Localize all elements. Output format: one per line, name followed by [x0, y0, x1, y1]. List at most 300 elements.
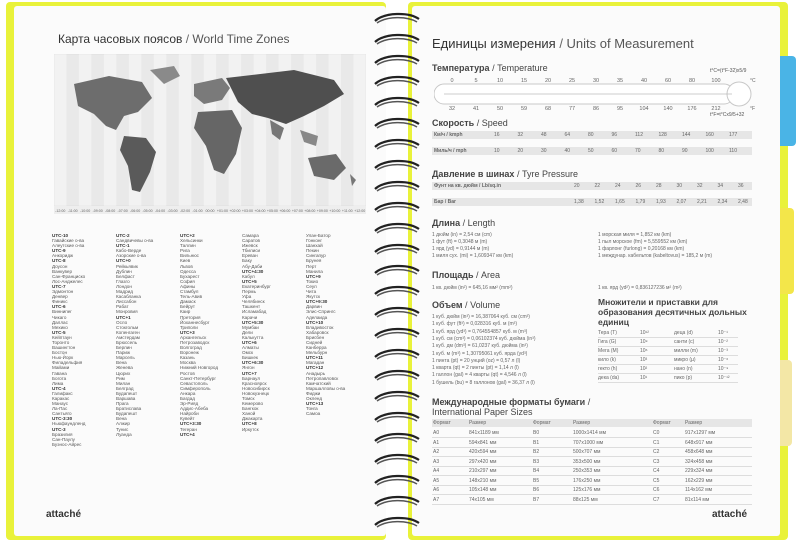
- zone-city: Тегеран: [180, 426, 197, 432]
- spiral-ring: [371, 222, 423, 236]
- spiral-ring: [371, 516, 423, 530]
- title-ru: Единицы измерения: [432, 36, 556, 51]
- paper-cell: 162x229 мм: [685, 477, 713, 484]
- title-en: Units of Measurement: [566, 36, 694, 51]
- row-value: 70: [635, 148, 641, 154]
- zone-city: Марсель: [116, 355, 135, 361]
- zone-stripe: [91, 54, 103, 206]
- prefix-row-line: [598, 346, 738, 347]
- zone-offset: UTC-8: [52, 258, 66, 264]
- tick-label: +09:00: [316, 209, 328, 213]
- celsius-label: 35: [616, 78, 624, 84]
- zone-city: Даллас: [52, 319, 68, 325]
- zone-city: Исламабад: [242, 309, 267, 315]
- paper-cell: C0: [653, 430, 660, 436]
- right-page-title: Единицы измерения / Units of Measurement: [432, 36, 694, 51]
- zone-stripe: [54, 54, 66, 206]
- spiral-ring: [371, 75, 423, 89]
- paper-cell: 648x917 мм: [685, 439, 713, 446]
- prefix-cell: Мега (M): [598, 348, 619, 354]
- spiral-ring: [371, 96, 423, 110]
- tick-label: -04:00: [154, 209, 166, 213]
- zone-offset: UTC-1: [116, 243, 130, 249]
- spiral-ring: [371, 495, 423, 509]
- zone-offset: UTC+9:30: [306, 299, 328, 305]
- row-value: 24: [615, 183, 621, 189]
- prefix-cell: дека (da): [598, 375, 620, 381]
- volume-line: 1 куб. ярд (yd³) = 0,764554857 куб. м (m³): [432, 328, 528, 335]
- zone-city: Санкт-Петербург: [180, 375, 217, 381]
- paper-row-line: [432, 456, 752, 457]
- row-value: 1,52: [594, 199, 605, 205]
- zone-city: Владивосток: [306, 324, 334, 330]
- fahrenheit-label: 212: [711, 106, 721, 112]
- zone-city: Анадырь: [306, 370, 326, 376]
- fahrenheit-label: 59: [520, 106, 528, 112]
- zone-city: Париж: [116, 350, 131, 356]
- zone-city: Аделаида: [306, 314, 328, 320]
- zone-city: Самара: [242, 233, 259, 238]
- paper-cell: A2: [433, 449, 440, 455]
- zone-city: Брунея: [306, 258, 322, 264]
- length-line: 1 фут (ft) = 0,3048 м (m): [432, 239, 488, 245]
- spiral-ring: [371, 390, 423, 404]
- prefix-cell: микро (µ): [674, 357, 696, 363]
- spiral-ring: [371, 306, 423, 320]
- row-value: 64: [564, 132, 571, 138]
- left-page: [14, 6, 386, 536]
- celsius-label: 5: [474, 78, 478, 84]
- prefix-cell: пико (p): [674, 375, 693, 381]
- zone-offset: UTC+6: [242, 339, 257, 345]
- zone-city: Мехико: [52, 324, 68, 330]
- zone-city: Симферополь: [180, 385, 211, 391]
- fahrenheit-label: 86: [592, 106, 600, 112]
- zone-city: Янгон: [242, 365, 255, 371]
- zone-city: Нижний Новгород: [180, 365, 219, 371]
- paper-row-line: [432, 504, 752, 505]
- prefix-cell: гекто (h): [598, 366, 618, 372]
- prefix-row-line: [598, 337, 738, 338]
- zone-column: [242, 233, 271, 432]
- row-label: Миль/ч / mph: [434, 148, 467, 154]
- zone-city: Тель-Авив: [180, 294, 203, 300]
- tick-label: +02:00: [229, 209, 241, 213]
- spiral-ring: [371, 117, 423, 131]
- zone-city: София: [180, 278, 195, 284]
- zone-city: Алжир: [116, 421, 130, 427]
- paper-cell: 148x210 мм: [469, 477, 497, 484]
- row-value: 2,34: [717, 199, 728, 205]
- tick-label: -09:00: [92, 209, 103, 213]
- zone-city: Уфа: [242, 294, 252, 300]
- zone-city: Белград: [116, 385, 134, 391]
- row-value: 100: [705, 148, 714, 154]
- row-value: 2,07: [676, 199, 687, 205]
- paper-cell: C3: [653, 458, 660, 465]
- row-value: 1,93: [656, 199, 666, 205]
- prefixes-heading: Множители и приставки для образования десятичных дольных единиц: [598, 297, 747, 327]
- length-line: 1 междунар. кабельтов (kabeltovus) = 185,2 м (m): [598, 253, 713, 259]
- zone-city: Стокгольм: [116, 324, 139, 330]
- zone-offset: UTC-2: [116, 233, 130, 238]
- paper-cell: 1000x1414 мм: [573, 430, 607, 436]
- zone-city: Хельсинки: [180, 238, 203, 244]
- row-value: 128: [658, 132, 667, 138]
- zone-city: Канберра: [306, 345, 327, 351]
- area-left: 1 кв. дюйм (in²) = 645,16 мм² (mm²): [432, 285, 513, 291]
- zone-city: Омск: [242, 350, 254, 356]
- zone-offset: UTC+7: [242, 370, 257, 376]
- zone-city: Рейкьявик: [116, 263, 138, 269]
- zone-city: Сандвичевы о-ва: [116, 238, 154, 244]
- zone-offset: UTC+5: [242, 278, 257, 284]
- zone-stripe: [354, 54, 366, 206]
- spiral-ring: [371, 138, 423, 152]
- zone-city: Волгоград: [180, 345, 202, 351]
- zone-offset: UTC+3: [180, 329, 195, 335]
- zone-city: Чита: [306, 289, 317, 295]
- spiral-ring: [371, 264, 423, 278]
- paper-cell: 707x1000 мм: [573, 439, 604, 446]
- zone-city: Петрозаводск: [180, 339, 210, 345]
- title-en: World Time Zones: [192, 32, 290, 46]
- row-value: 48: [541, 132, 547, 138]
- celsius-label: 0: [450, 78, 454, 84]
- prefix-cell: 10⁻¹²: [718, 375, 730, 381]
- formula-top: t°C=(t°F-32)x5/9: [710, 68, 747, 74]
- zone-city: Киев: [180, 258, 191, 264]
- zone-city: Пекин: [306, 248, 319, 254]
- row-value: 20: [574, 183, 580, 189]
- row-value: 16: [494, 132, 500, 138]
- spiral-ring: [371, 159, 423, 173]
- paper-header-cell: Формат: [533, 420, 551, 426]
- zone-stripe: [66, 54, 78, 206]
- zone-city: Вена: [116, 360, 127, 366]
- zone-city: Сан-Франциско: [52, 273, 86, 279]
- zone-city: Сантьяго: [52, 411, 72, 417]
- tick-label: +06:00: [279, 209, 291, 213]
- prefix-cell: 10²: [640, 366, 648, 372]
- tick-label: -05:00: [142, 209, 153, 213]
- zone-column: [180, 233, 218, 437]
- row-value: 2,48: [738, 199, 748, 205]
- zone-city: Манила: [306, 268, 323, 274]
- paper-cell: 500x707 мм: [573, 449, 601, 455]
- spiral-ring: [371, 12, 423, 26]
- fahrenheit-label: 50: [496, 106, 504, 112]
- row-value: 30: [541, 148, 547, 154]
- volume-line: 1 куб. фут (ft³) = 0,028316 куб. м (m³): [432, 321, 517, 328]
- row-value: 10: [494, 148, 500, 154]
- zone-city: Монровия: [116, 309, 138, 315]
- zone-city: Женева: [116, 365, 133, 371]
- zone-stripe: [329, 54, 341, 206]
- zone-city: Кейптаун: [52, 334, 72, 340]
- paper-cell: 324x458 мм: [685, 458, 713, 465]
- fahrenheit-label: 41: [472, 106, 480, 112]
- tyre-heading: Давление в шинах / Tyre Pressure: [432, 169, 578, 179]
- zone-city: Берлин: [116, 345, 132, 351]
- zone-city: Казань: [180, 355, 195, 361]
- zone-column: [52, 233, 85, 447]
- row-label: Фунт на кв. дюйм / Lb/sq.in: [434, 183, 501, 189]
- volume-line: 1 бушель (bu) = 8 галлонов (gal) = 36,37 л (l): [432, 379, 535, 386]
- celsius-label: 10: [496, 78, 504, 84]
- zone-city: Маршалловы о-ва: [306, 385, 346, 391]
- row-value: 1,79: [635, 199, 646, 205]
- zone-city: Ла-Пас: [52, 406, 68, 412]
- tick-label: +08:00: [304, 209, 316, 213]
- length-line: 1 ярд (yd) = 0,9144 м (m): [432, 246, 490, 252]
- row-value: 22: [594, 183, 601, 189]
- paper-cell: 81x114 мм: [685, 496, 710, 503]
- zone-city: Брюссель: [116, 339, 138, 345]
- paper-cell: 353x500 мм: [573, 458, 601, 465]
- zone-city: Тбилиси: [242, 248, 261, 254]
- zone-city: Богота: [52, 375, 67, 381]
- paper-cell: A4: [433, 468, 440, 474]
- zone-city: Барнаул: [242, 375, 261, 381]
- volume-line: 1 куб. м (m³) = 1,30795061 куб. ярда (yd³): [432, 350, 528, 357]
- zone-city: Амстердам: [116, 334, 140, 340]
- celsius-label: 20: [544, 78, 552, 84]
- zone-city: Архангельск: [180, 334, 207, 340]
- zone-city: Кабул: [242, 273, 255, 279]
- zone-city: Вена: [116, 416, 127, 422]
- area-right: 1 кв. ярд (yd²) = 0,836127236 м² (m²): [598, 285, 682, 291]
- tick-label: -11:00: [67, 209, 78, 213]
- row-value: 80: [588, 132, 594, 138]
- zone-city: Ньюфаундленд: [52, 421, 86, 427]
- zone-city: Фиджи: [306, 390, 321, 396]
- zone-city: Рига: [180, 248, 190, 254]
- paper-row-line: [432, 475, 752, 476]
- prefix-cell: 10⁶: [640, 348, 648, 354]
- paper-header-cell: Размер: [469, 420, 487, 426]
- prefix-row-line: [598, 373, 738, 374]
- thermometer: [434, 74, 764, 114]
- spiral-ring: [371, 243, 423, 257]
- fahrenheit-label: 68: [544, 106, 552, 112]
- row-value: 90: [682, 148, 688, 154]
- zone-stripe: [116, 54, 128, 206]
- zone-offset: UTC-3: [52, 426, 66, 432]
- tick-label: -10:00: [80, 209, 91, 213]
- spiral-ring: [371, 180, 423, 194]
- prefix-cell: Гига (G): [598, 339, 617, 345]
- tick-label: -03:00: [167, 209, 178, 213]
- zone-city: Луанда: [116, 431, 132, 437]
- zone-city: Сидней: [306, 339, 323, 345]
- zone-city: Стамбул: [180, 289, 199, 295]
- zone-city: Каир: [180, 309, 191, 315]
- tick-label: +12:00: [354, 209, 366, 213]
- paper-cell: B6: [533, 487, 540, 493]
- paper-cell: 229x324 мм: [685, 468, 713, 474]
- zone-city: Магадан: [306, 360, 325, 366]
- zone-city: Гавайские о-ва: [52, 238, 85, 244]
- zone-city: Камчатский: [306, 380, 331, 386]
- zone-city: Вильнюс: [180, 253, 199, 259]
- fahrenheit-label: 104: [639, 106, 649, 112]
- zone-city: Каракас: [52, 396, 70, 401]
- formula-bottom: t°F=t°Cx9/5+32: [710, 112, 745, 118]
- paper-cell: 250x353 мм: [573, 468, 601, 474]
- zone-city: Майами: [52, 365, 70, 371]
- tick-label: -12:00: [55, 209, 66, 213]
- prefix-cell: 10⁻⁹: [718, 366, 729, 372]
- row-value: 20: [517, 148, 524, 154]
- zone-city: Рим: [116, 375, 125, 381]
- length-line: 1 миля сух. (mi) = 1,609347 км (km): [432, 253, 514, 259]
- spiral-ring: [371, 33, 423, 47]
- zone-offset: UTC-6: [52, 304, 66, 310]
- zone-offset: UTC+12: [306, 365, 324, 371]
- paper-cell: 105x148 мм: [469, 487, 497, 493]
- paper-header-cell: Формат: [433, 420, 451, 426]
- prefix-cell: 10⁹: [640, 339, 648, 345]
- paper-heading: Международные форматы бумаги / International Paper Sizes: [432, 397, 591, 417]
- length-line: 1 пыл морское (fm) = 5,559552 км (km): [598, 239, 688, 245]
- zone-city: Сеул: [306, 283, 317, 289]
- fahrenheit-label: 77: [568, 106, 576, 112]
- celsius-label: 80: [688, 78, 696, 84]
- zone-city: Якутск: [306, 294, 321, 300]
- zone-city: Тонга: [306, 406, 318, 412]
- zone-city: Улан-Батор: [306, 233, 331, 238]
- paper-cell: 297x420 мм: [469, 458, 497, 465]
- volume-line: 1 кварта (qt) = 2 пинты (pt) = 1,14 л (l): [432, 365, 519, 372]
- celsius-label: 40: [640, 78, 648, 84]
- zone-city: Касабланка: [116, 294, 141, 300]
- zone-city: Аддис-Абеба: [180, 406, 209, 412]
- zone-city: Финикс: [52, 299, 68, 305]
- zone-city: Ванкувер: [52, 268, 73, 274]
- zone-offset: UTC+4:30: [242, 268, 264, 274]
- zone-offset: UTC+10: [306, 319, 324, 325]
- volume-line: 1 куб. дм (dm³) = 61,0237 куб. дюйма (in³): [432, 343, 528, 350]
- paper-cell: 917x1297 мм: [685, 430, 716, 436]
- tick-label: +03:00: [241, 209, 253, 213]
- zone-city: Нью-Йорк: [52, 355, 74, 361]
- zone-city: Алматы: [242, 345, 259, 351]
- paper-row-line: [432, 494, 752, 495]
- paper-cell: 841x1189 мм: [469, 430, 499, 436]
- zone-offset: UTC+5:30: [242, 319, 264, 325]
- row-value: 144: [682, 132, 691, 138]
- tick-label: +11:00: [341, 209, 353, 213]
- fahrenheit-label: 176: [687, 106, 697, 112]
- fahrenheit-label: 32: [448, 106, 456, 112]
- zone-stripe: [179, 54, 191, 206]
- zone-city: Мадрид: [116, 289, 133, 295]
- zone-city: Алеутские о-ва: [52, 243, 85, 249]
- zone-offset: UTC-4: [52, 385, 66, 391]
- volume-line: 1 пинта (pt) = 20 унций (oz) = 0,57 л (l): [432, 357, 521, 364]
- paper-cell: B2: [533, 449, 540, 455]
- spiral-ring: [371, 411, 423, 425]
- zone-city: Бангкок: [242, 406, 259, 412]
- prefix-cell: 10¹²: [640, 330, 649, 336]
- zone-city: Гонконг: [306, 238, 323, 244]
- zone-city: Претория: [180, 314, 201, 320]
- spiral-ring: [371, 369, 423, 383]
- spiral-ring: [371, 474, 423, 488]
- left-page-title: Карта часовых поясов / World Time Zones: [58, 32, 290, 46]
- zone-city: Лос-Анджелес: [52, 278, 83, 284]
- paper-cell: C4: [653, 468, 660, 474]
- paper-row-line: [432, 447, 752, 448]
- logo-left: attaché: [46, 509, 82, 520]
- prefix-cell: 10⁻²: [718, 339, 728, 345]
- zone-city: Копенгаген: [116, 329, 140, 335]
- zone-city: Ханой: [242, 411, 256, 417]
- row-value: 2,21: [697, 199, 707, 205]
- tick-label: +07:00: [291, 209, 303, 213]
- row-value: 110: [729, 148, 737, 154]
- volume-line: 1 куб. см (cm³) = 0,06102374 куб. дюйма (in³): [432, 335, 536, 342]
- zone-city: Мумбаи: [242, 324, 259, 330]
- zone-city: Перт: [306, 263, 317, 269]
- zone-city: Дамаск: [180, 299, 196, 305]
- paper-cell: B7: [533, 496, 540, 503]
- row-value: 160: [705, 132, 714, 138]
- zone-city: Чикаго: [52, 314, 67, 320]
- zone-offset: UTC+1: [116, 314, 131, 320]
- row-value: 177: [729, 132, 738, 138]
- paper-header-cell: Размер: [685, 420, 703, 426]
- paper-row-line: [432, 437, 752, 438]
- volume-heading: Объем / Volume: [432, 300, 501, 310]
- unit-f: °F: [750, 106, 756, 112]
- tick-label: +01:00: [216, 209, 229, 213]
- zone-city: Бишкек: [242, 355, 258, 361]
- spiral-ring: [371, 285, 423, 299]
- zone-city: Белфаст: [116, 273, 135, 279]
- zone-city: Бразилия: [52, 431, 73, 437]
- zone-city: Окленд: [306, 396, 323, 401]
- zone-city: Львов: [180, 263, 193, 269]
- zone-city: Ижевск: [242, 243, 258, 249]
- logo-right: attaché: [712, 509, 748, 520]
- spiral-ring: [371, 453, 423, 467]
- row-value: 112: [635, 132, 643, 138]
- zone-city: Варшава: [116, 396, 136, 401]
- paper-header-cell: Размер: [573, 420, 591, 426]
- paper-cell: C7: [653, 496, 660, 503]
- zone-offset: UTC+8: [242, 421, 257, 427]
- tick-label: -02:00: [179, 209, 191, 213]
- tick-label: -06:00: [130, 209, 141, 213]
- paper-cell: B3: [533, 458, 540, 465]
- zone-city: Одесса: [180, 268, 196, 274]
- zone-city: Прага: [116, 401, 129, 407]
- zone-city: Денвер: [52, 294, 68, 300]
- zone-city: Йоханнесбург: [180, 319, 210, 325]
- zone-city: Гавана: [52, 370, 67, 376]
- zone-city: Брисбен: [306, 334, 325, 340]
- zone-city: Эр-Рияд: [180, 401, 199, 407]
- fahrenheit-label: 95: [616, 106, 624, 112]
- zone-city: Челябинск: [242, 299, 265, 305]
- volume-line: 1 галлон (gal) = 4 кварты (qt) = 4,546 л (l): [432, 372, 527, 379]
- zone-offset: UTC+0: [116, 258, 131, 264]
- zone-city: Кемерово: [242, 401, 263, 407]
- paper-cell: 210x297 мм: [469, 468, 497, 474]
- prefix-row-line: [598, 382, 738, 383]
